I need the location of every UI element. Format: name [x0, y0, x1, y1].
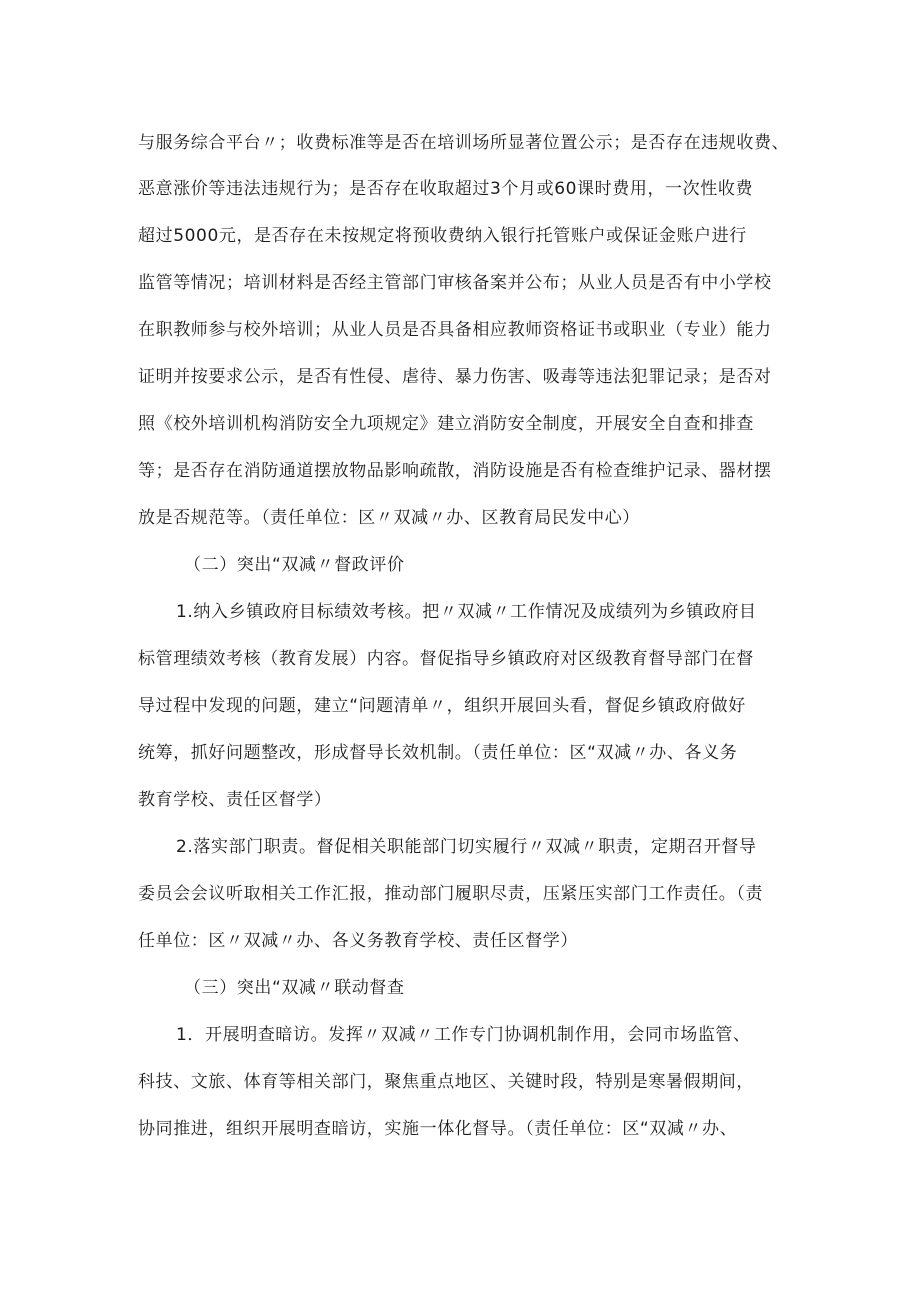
paragraph-line: 监管等情况；培训材料是否经主管部门审核备案并公布；从业人员是否有中小学校 [138, 273, 772, 293]
paragraph-line: 证明并按要求公示，是否有性侵、虐待、暴力伤害、吸毒等违法犯罪记录；是否对 [138, 367, 772, 387]
paragraph-line: 2.落实部门职责。督促相关职能部门切实履行〃双减〃职责，定期召开督导 [176, 837, 757, 857]
paragraph-line: 1.纳入乡镇政府目标绩效考核。把〃双减〃工作情况及成绩列为乡镇政府目 [176, 602, 757, 622]
paragraph-line: 科技、文旅、体育等相关部门，聚焦重点地区、关键时段，特别是寒暑假期间， [138, 1072, 754, 1092]
paragraph-line: 标管理绩效考核（教育发展）内容。督促指导乡镇政府对区级教育督导部门在督 [138, 649, 754, 669]
paragraph-line: 委员会会议听取相关工作汇报，推动部门履职尽责，压紧压实部门工作责任。（责 [138, 884, 764, 904]
paragraph-line: 导过程中发现的问题，建立“问题清单〃，组织开展回头看，督促乡镇政府做好 [138, 696, 746, 716]
paragraph-line: 放是否规范等。（责任单位：区〃双减〃办、区教育局民发中心） [138, 508, 640, 528]
section-heading: （三）突出“双减〃联动督查 [184, 978, 405, 998]
paragraph-line: 教育学校、责任区督学） [138, 790, 332, 810]
paragraph-line: 协同推进，组织开展明查暗访，实施一体化督导。（责任单位：区“双减〃办、 [138, 1119, 738, 1139]
paragraph-line: 等；是否存在消防通道摆放物品影响疏散，消防设施是否有检查维护记录、器材摆 [138, 461, 772, 481]
paragraph-line: 统筹，抓好问题整改，形成督导长效机制。（责任单位：区“双减〃办、各义务 [138, 743, 738, 763]
section-heading: （二）突出“双减〃督政评价 [184, 555, 405, 575]
paragraph-line: 恶意涨价等违法违规行为；是否存在收取超过3个月或60课时费用，一次性收费 [138, 179, 754, 199]
paragraph-line: 在职教师参与校外培训；从业人员是否具备相应教师资格证书或职业（专业）能力 [138, 320, 772, 340]
paragraph-line: 任单位：区〃双减〃办、各义务教育学校、责任区督学） [138, 931, 578, 951]
paragraph-line: 超过5000元，是否存在未按规定将预收费纳入银行托管账户或保证金账户进行 [138, 226, 747, 246]
paragraph-line: 照《校外培训机构消防安全九项规定》建立消防安全制度，开展安全自查和排查 [138, 414, 754, 434]
paragraph-line: 与服务综合平台〃；收费标准等是否在培训场所显著位置公示；是否存在违规收费、 [138, 133, 790, 153]
paragraph-line: 1．开展明查暗访。发挥〃双减〃工作专门协调机制作用，会同市场监管、 [176, 1025, 751, 1045]
